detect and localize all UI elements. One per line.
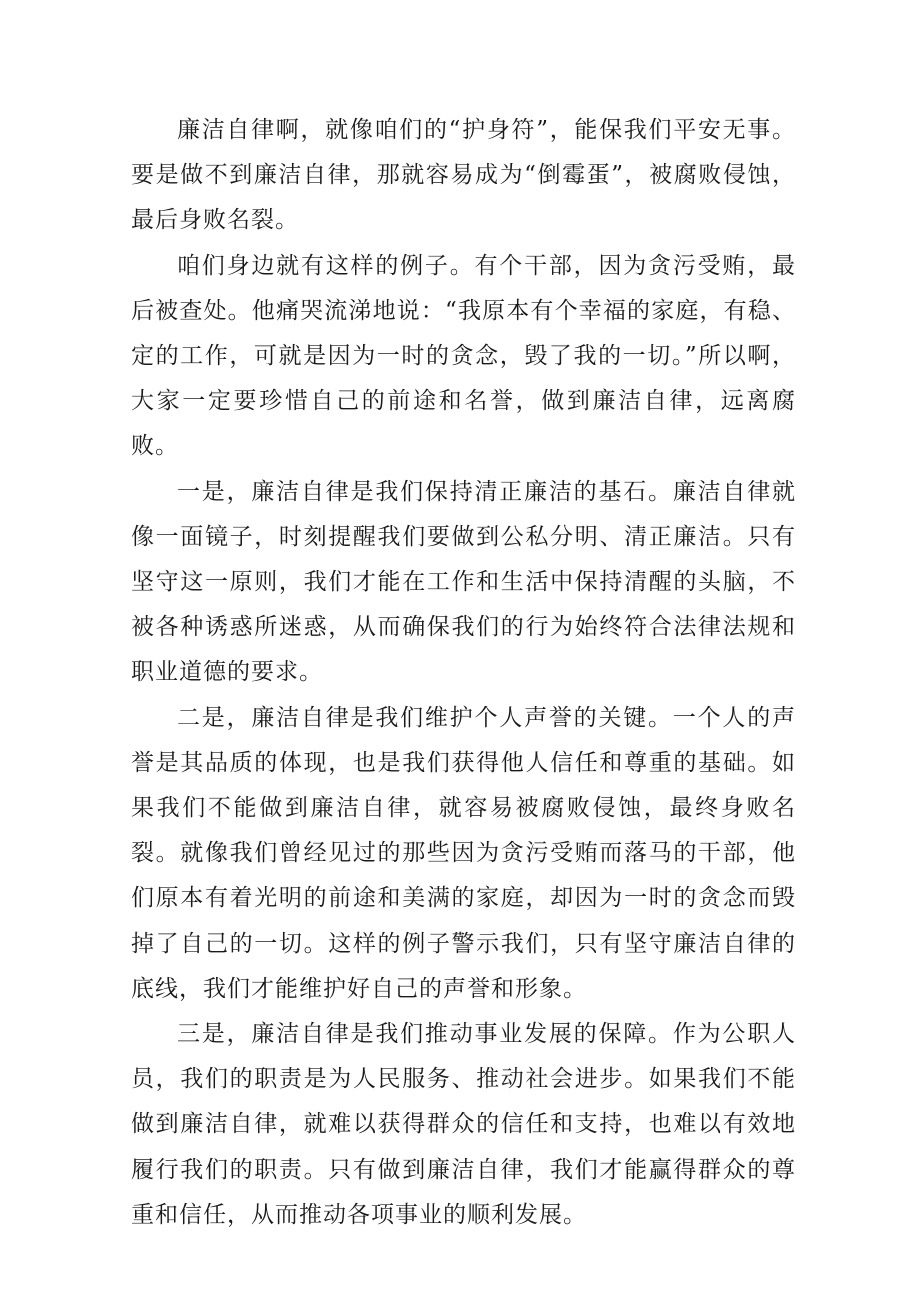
paragraph-2: 咱们身边就有这样的例子。有个干部，因为贪污受贿，最后被查处。他痛哭流涕地说：“我原本有个幸福的家庭，有稳、定的工作，可就是因为一时的贪念，毁了我的一切。”所以啊，大家一定要珍惜自己的前途和名誉，做到廉洁自律，远离腐败。 <box>131 252 796 460</box>
paragraph-5: 三是，廉洁自律是我们推动事业发展的保障。作为公职人员，我们的职责是为人民服务、推动社会进步。如果我们不能做到廉洁自律，就难以获得群众的信任和支持，也难以有效地履行我们的职责。只有做到廉洁自律，我们才能赢得群众的尊重和信任，从而推动各项事业的顺利发展。 <box>131 1021 796 1228</box>
document-body <box>131 108 796 1238</box>
paragraph-3: 一是，廉洁自律是我们保持清正廉洁的基石。廉洁自律就像一面镜子，时刻提醒我们要做到公私分明、清正廉洁。只有坚守这一原则，我们才能在工作和生活中保持清醒的头脑，不被各种诱惑所迷惑，从而确保我们的行为始终符合法律法规和职业道德的要求。 <box>131 478 796 686</box>
paragraph-4: 二是，廉洁自律是我们维护个人声誉的关键。一个人的声誉是其品质的体现，也是我们获得他人信任和尊重的基础。如果我们不能做到廉洁自律，就容易被腐败侵蚀，最终身败名裂。就像我们曾经见过的那些因为贪污受贿而落马的干部，他们原本有着光明的前途和美满的家庭，却因为一时的贪念而毁掉了自己的一切。这样的例子警示我们，只有坚守廉洁自律的底线，我们才能维护好自己的声誉和形象。 <box>131 704 796 1002</box>
paragraph-1: 廉洁自律啊，就像咱们的“护身符”，能保我们平安无事。要是做不到廉洁自律，那就容易成为“倒霉蛋”，被腐败侵蚀，最后身败名裂。 <box>131 117 796 234</box>
